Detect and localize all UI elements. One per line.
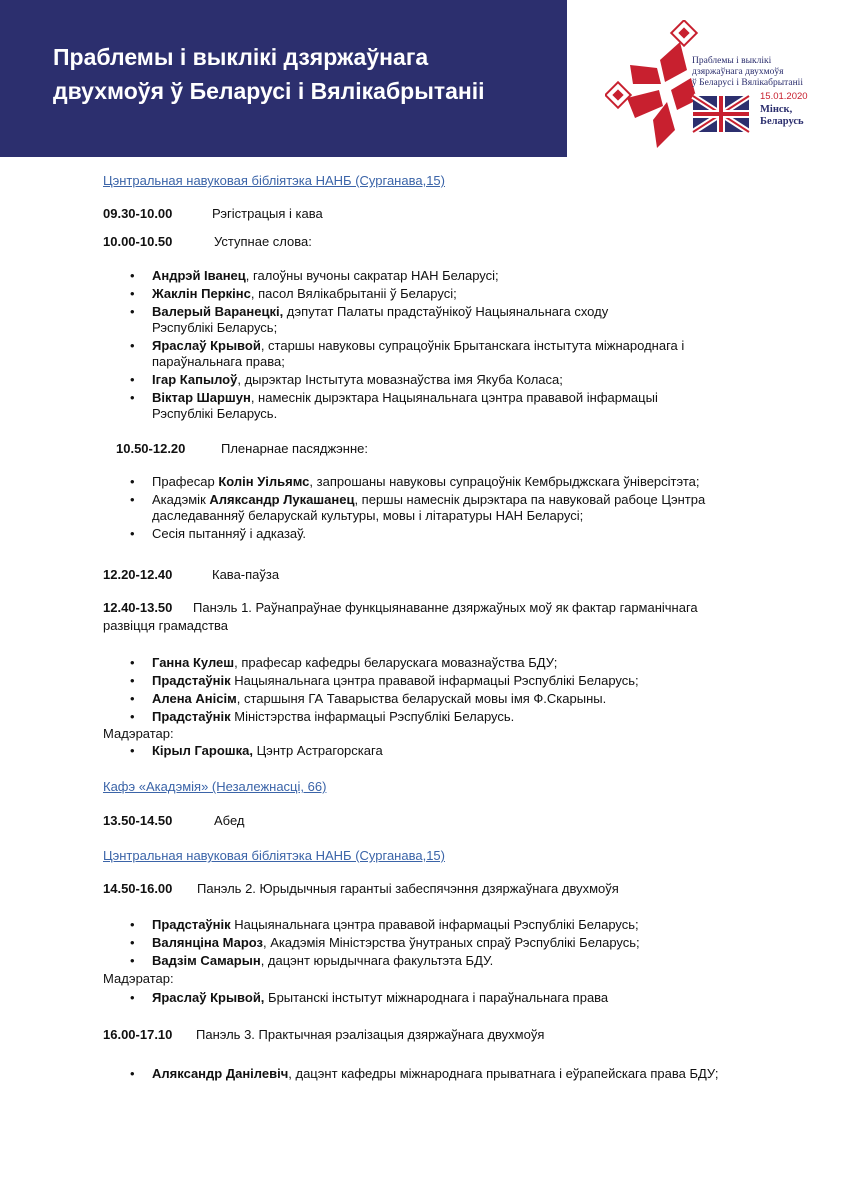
list-item: • Прадстаўнік Нацыянальнага цэнтра прававой інфармацыі Рэспублікі Беларусь; [130, 917, 639, 932]
session-time-5: 12.40-13.50 [103, 600, 173, 615]
bullet-icon: • [130, 474, 135, 489]
bullet-icon: • [130, 990, 135, 1005]
bullet-icon: • [130, 304, 135, 319]
moderator-label-7: Мадэратар: [103, 971, 174, 986]
session-time-7: 14.50-16.00 [103, 881, 173, 896]
bullet-icon: • [130, 372, 135, 387]
logo-caption [692, 56, 842, 89]
page-title-line1: Праблемы і выклікі дзяржаўнага [53, 44, 429, 70]
page-title-line2: двухмоўя ў Беларусі і Вялікабрытаніі [53, 78, 485, 104]
moderator-list-7 [130, 990, 750, 1008]
bullet-icon: • [130, 655, 135, 670]
session-title-5: Панэль 1. Раўнапраўнае функцыянаванне дзяржаўных моў як фактар гарманічнага [193, 600, 698, 615]
bullet-icon: • [130, 526, 135, 541]
logo-caption-line2: дзяржаўнага двухмоўя [692, 67, 784, 77]
bullet-icon: • [130, 953, 135, 968]
session-title-8: Панэль 3. Практычная рэалізацыя дзяржаўнага двухмоўя [196, 1027, 545, 1042]
list-item: • Валерый Варанецкі, дэпутат Палаты прадстаўнікоў Нацыянальнага сходу Рэспублікі Беларусь; [130, 304, 609, 335]
session-title-7: Панэль 2. Юрыдычныя гарантыі забеспячэння дзяржаўнага двухмоўя [197, 881, 619, 896]
list-item: • Прадстаўнік Нацыянальнага цэнтра прававой інфармацыі Рэспублікі Беларусь; [130, 673, 639, 688]
page-title [53, 40, 553, 108]
session-time-2: 10.00-10.50 [103, 234, 173, 249]
list-item: • Аляксандр Данілевіч, дацэнт кафедры міжнароднага прыватнага і еўрапейскага права БДУ; [130, 1066, 719, 1081]
list-item: • Яраслаў Крывой, старшы навуковы супрацоўнік Брытанскага інстытута міжнароднага і параўнальнага права; [130, 338, 685, 369]
conference-logo [605, 20, 835, 160]
list-item: • Яраслаў Крывой, Брытанскі інстытут міжнароднага і параўнальнага права [130, 990, 609, 1005]
header-banner [0, 0, 567, 157]
list-item: • Кірыл Гарошка, Цэнтр Астрагорскага [130, 743, 383, 758]
logo-place-line1: Мінск, [760, 104, 793, 115]
list-item: • Валянціна Мароз, Акадэмія Міністэрства ўнутраных спраў Рэспублікі Беларусь; [130, 935, 640, 950]
list-item: • Ігар Капылоў, дырэктар Інстытута мовазнаўства імя Якуба Коласа; [130, 372, 563, 387]
speaker-list-8 [130, 1066, 770, 1084]
bullet-icon: • [130, 673, 135, 688]
bullet-icon: • [130, 917, 135, 932]
session-title-4: Кава-паўза [212, 567, 280, 582]
bullet-icon: • [130, 268, 135, 283]
list-item: • Ганна Кулеш, прафесар кафедры беларускага мовазнаўства БДУ; [130, 655, 558, 670]
list-item: • Акадэмік Аляксандр Лукашанец, першы намеснік дырэктара па навуковай рабоце Цэнтра даследаванняў беларускай культуры, мовы і літаратуры НАН Беларусі; [130, 492, 706, 523]
session-time-1: 09.30-10.00 [103, 206, 173, 221]
bullet-icon: • [130, 492, 135, 507]
speaker-list-7 [130, 917, 750, 971]
logo-caption-line3: ў Беларусі і Вялікабрытаніі [692, 78, 803, 88]
speaker-list-2 [130, 268, 750, 424]
session-time-6: 13.50-14.50 [103, 813, 173, 828]
list-item: • Прадстаўнік Міністэрства інфармацыі Рэспублікі Беларусь. [130, 709, 515, 724]
list-item: • Прафесар Колін Уільямс, запрошаны навуковы супрацоўнік Кембрыджскага ўніверсітэта; [130, 474, 700, 489]
session-title-3: Пленарнае пасяджэнне: [221, 441, 368, 456]
list-item: • Сесія пытанняў і адказаў. [130, 526, 306, 541]
logo-date: 15.01.2020 [760, 91, 808, 102]
logo-caption-line1: Праблемы і выклікі [692, 56, 772, 66]
venue-link-3[interactable]: Цэнтральная навуковая бібліятэка НАНБ (Сурганава,15) [103, 848, 445, 863]
bullet-icon: • [130, 338, 135, 353]
speaker-list-5 [130, 655, 750, 727]
bullet-icon: • [130, 1066, 135, 1081]
list-item: • Віктар Шаршун, намеснік дырэктара Нацыянальнага цэнтра прававой інфармацыі Рэспублікі Беларусь. [130, 390, 658, 421]
list-item: • Жаклін Перкінс, пасол Вялікабрытаніі ў Беларусі; [130, 286, 457, 301]
venue-link-2[interactable]: Кафэ «Акадэмія» (Незалежнасці, 66) [103, 779, 327, 794]
venue-link-1[interactable]: Цэнтральная навуковая бібліятэка НАНБ (Сурганава,15) [103, 173, 445, 188]
list-item: • Андрэй Іванец, галоўны вучоны сакратар НАН Беларусі; [130, 268, 499, 283]
moderator-label-5: Мадэратар: [103, 726, 174, 741]
bullet-icon: • [130, 390, 135, 405]
list-item: • Алена Анісім, старшыня ГА Таварыства беларускай мовы імя Ф.Скарыны. [130, 691, 607, 706]
logo-place [760, 104, 840, 128]
bullet-icon: • [130, 743, 135, 758]
bullet-icon: • [130, 935, 135, 950]
session-time-3: 10.50-12.20 [116, 441, 186, 456]
session-title-5-line2: развіцця грамадства [103, 618, 229, 633]
bullet-icon: • [130, 691, 135, 706]
list-item: • Вадзім Самарын, дацэнт юрыдычнага факультэта БДУ. [130, 953, 494, 968]
logo-place-line2: Беларусь [760, 116, 804, 127]
speaker-list-3 [130, 474, 770, 544]
session-title-6: Абед [214, 813, 245, 828]
session-title-2: Уступнае слова: [214, 234, 312, 249]
bullet-icon: • [130, 709, 135, 724]
session-time-8: 16.00-17.10 [103, 1027, 173, 1042]
moderator-list-5 [130, 743, 750, 761]
session-time-4: 12.20-12.40 [103, 567, 173, 582]
bullet-icon: • [130, 286, 135, 301]
session-title-1: Рэгістрацыя і кава [212, 206, 323, 221]
